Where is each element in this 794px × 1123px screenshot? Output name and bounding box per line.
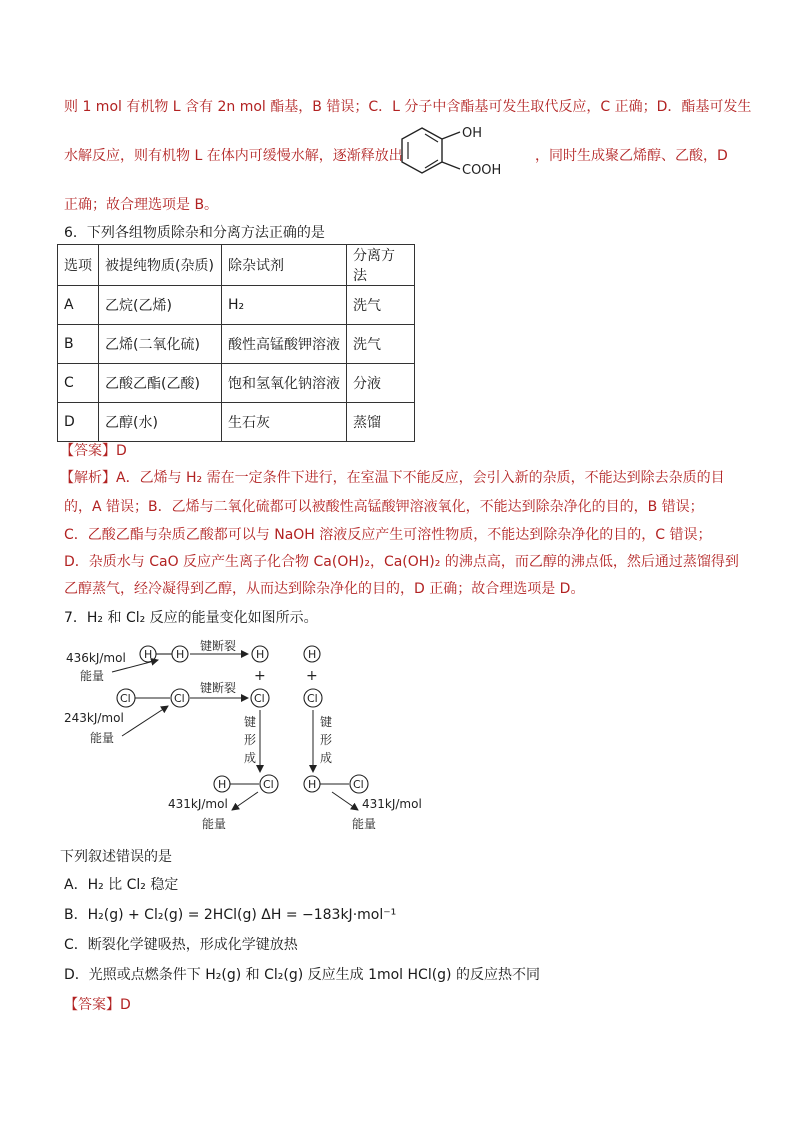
table-row <box>58 403 415 442</box>
table-row <box>58 325 415 364</box>
header-cell: 选项 <box>58 245 99 286</box>
energy-label: 能量 <box>90 731 115 745</box>
table-cell: 乙烯(二氧化硫) <box>99 325 222 364</box>
q6-analysis-line: D．杂质水与 CaO 反应产生离子化合物 Ca(OH)₂，Ca(OH)₂ 的沸点高，而乙醇的沸点低，然后通过蒸馏得到 <box>64 554 739 570</box>
q6-analysis-line: C．乙酸乙酯与杂质乙酸都可以与 NaOH 溶液反应产生可溶性物质，不能达到除杂净化的目的，C 错误； <box>64 527 712 543</box>
q7-answer: 【答案】D <box>64 997 131 1013</box>
q6-stem: 6．下列各组物质除杂和分离方法正确的是 <box>64 225 325 241</box>
cl-atom-label: Cl <box>307 692 318 705</box>
q7-option-c: C．断裂化学键吸热，形成化学键放热 <box>64 937 298 953</box>
q5-analysis-line-2b: ，同时生成聚乙烯醇、乙酸，D <box>535 148 728 164</box>
cl-atom-label: Cl <box>174 692 185 705</box>
q7-option-d: D．光照或点燃条件下 H₂(g) 和 Cl₂(g) 反应生成 1mol HCl(g) 的反应热不同 <box>64 967 540 983</box>
cl-atom-label: Cl <box>254 692 265 705</box>
bond-form-char: 成 <box>244 751 257 765</box>
h-atom-label: H <box>144 648 153 661</box>
plus-sign: + <box>254 668 266 684</box>
table-cell: 饱和氢氧化钠溶液 <box>222 364 347 403</box>
h-atom-label: H <box>176 648 185 661</box>
table-cell: 乙醇(水) <box>99 403 222 442</box>
cl-atom-label: Cl <box>263 778 274 791</box>
energy-diagram <box>60 636 440 836</box>
table-row <box>58 364 415 403</box>
q6-answer: 【答案】D <box>60 443 127 459</box>
header-cell: 除杂试剂 <box>222 245 347 286</box>
q7-stem: 7．H₂ 和 Cl₂ 反应的能量变化如图所示。 <box>64 610 318 626</box>
q5-analysis-line-1: 则 1 mol 有机物 L 含有 2n mol 酯基，B 错误；C．L 分子中含酯基可发生取代反应，C 正确；D．酯基可发生 <box>64 99 752 115</box>
bond-form-char: 形 <box>320 733 333 747</box>
table-cell: 分液 <box>347 364 415 403</box>
q6-analysis-line: 的，A 错误；B．乙烯与二氧化硫都可以被酸性高锰酸钾溶液氧化，不能达到除杂净化的目的，B 错误； <box>64 499 704 515</box>
table-cell: 酸性高锰酸钾溶液 <box>222 325 347 364</box>
bond-form-char: 成 <box>320 751 333 765</box>
clcl-bond-energy: 243kJ/mol <box>64 711 124 725</box>
bond-break-label: 键断裂 <box>200 639 237 653</box>
energy-label: 能量 <box>352 817 377 831</box>
bond-form-char: 键 <box>244 715 257 729</box>
table-cell: 乙酸乙酯(乙酸) <box>99 364 222 403</box>
q5-analysis-line-3: 正确；故合理选项是 B。 <box>64 197 219 213</box>
table-cell: C <box>58 364 99 403</box>
q7-prompt: 下列叙述错误的是 <box>60 849 172 865</box>
energy-label: 能量 <box>80 669 105 683</box>
salicylic-acid-structure <box>400 124 528 186</box>
header-cell: 分离方法 <box>347 245 415 286</box>
plus-sign: + <box>306 668 318 684</box>
table-cell: A <box>58 286 99 325</box>
q6-analysis-line: 【解析】A．乙烯与 H₂ 需在一定条件下进行，在室温下不能反应，会引入新的杂质，不能达到除去杂质的目 <box>60 470 725 486</box>
bond-break-label: 键断裂 <box>200 681 237 695</box>
table-cell: H₂ <box>222 286 347 325</box>
energy-label: 能量 <box>202 817 227 831</box>
table-cell: 洗气 <box>347 286 415 325</box>
h-atom-label: H <box>218 778 227 791</box>
table-cell: 洗气 <box>347 325 415 364</box>
struct-oh-label: OH <box>462 126 483 141</box>
table-cell: 生石灰 <box>222 403 347 442</box>
q7-option-a: A．H₂ 比 Cl₂ 稳定 <box>64 877 179 893</box>
q5-analysis-line-2a: 水解反应，则有机物 L 在体内可缓慢水解，逐渐释放出 <box>64 148 403 164</box>
table-cell: B <box>58 325 99 364</box>
table-cell: 乙烷(乙烯) <box>99 286 222 325</box>
table-header-row <box>58 245 415 286</box>
energy-release-arrow <box>332 792 358 810</box>
bond-form-char: 形 <box>244 733 257 747</box>
struct-cooh-label: COOH <box>462 163 502 178</box>
h-atom-label: H <box>308 778 317 791</box>
h-atom-label: H <box>256 648 265 661</box>
table-row <box>58 286 415 325</box>
cl-atom-label: Cl <box>120 692 131 705</box>
energy-release-arrow <box>232 792 258 810</box>
header-cell: 被提纯物质(杂质) <box>99 245 222 286</box>
hh-bond-energy: 436kJ/mol <box>66 651 126 665</box>
bond-form-char: 键 <box>320 715 333 729</box>
q7-option-b: B．H₂(g) + Cl₂(g) = 2HCl(g) ΔH = −183kJ·mol⁻¹ <box>64 907 397 923</box>
table-cell: D <box>58 403 99 442</box>
cl-atom-label: Cl <box>353 778 364 791</box>
q6-analysis-line: 乙醇蒸气，经冷凝得到乙醇，从而达到除杂净化的目的，D 正确；故合理选项是 D。 <box>64 581 585 597</box>
q6-options-table <box>57 244 415 442</box>
hcl-bond-energy: 431kJ/mol <box>168 797 228 811</box>
table-cell: 蒸馏 <box>347 403 415 442</box>
hcl-bond-energy: 431kJ/mol <box>362 797 422 811</box>
h-atom-label: H <box>308 648 317 661</box>
energy-input-arrow <box>122 706 168 736</box>
